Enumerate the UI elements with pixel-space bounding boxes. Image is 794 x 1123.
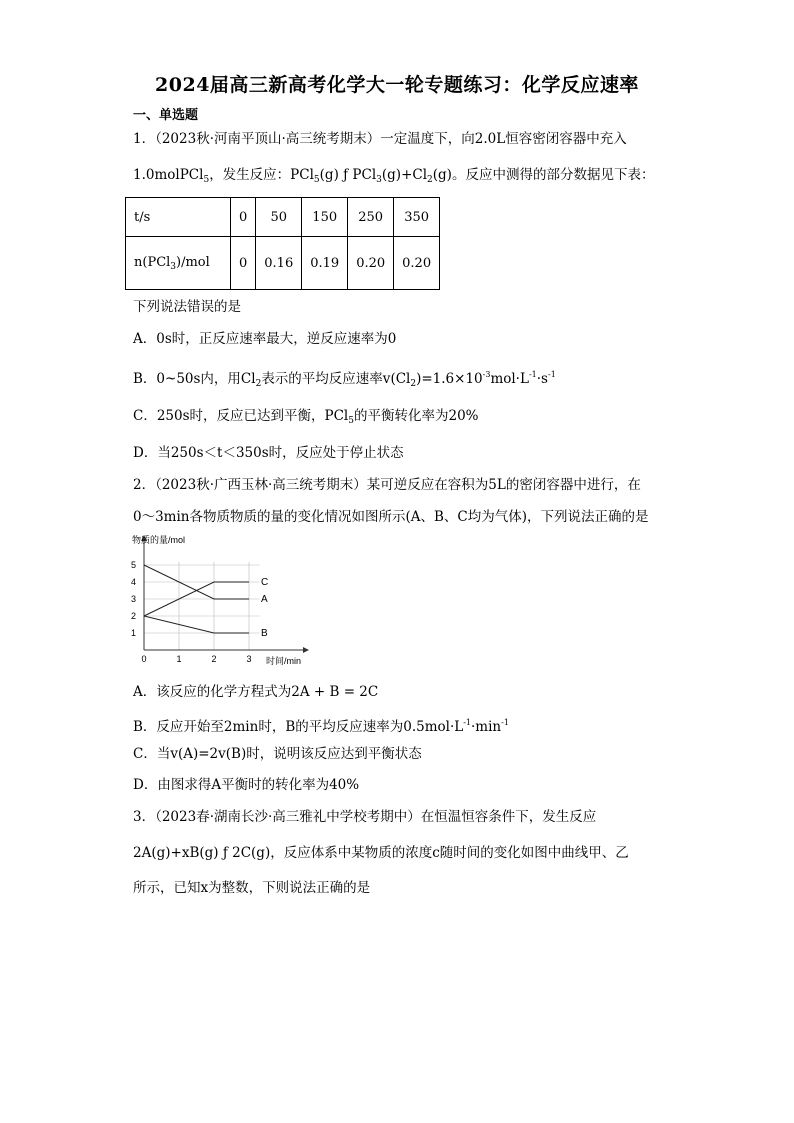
chart-gridlines — [144, 562, 260, 650]
table-cell: 0.16 — [256, 237, 302, 290]
table-row — [126, 237, 440, 290]
y-tick-label: 5 — [130, 560, 136, 570]
table-cell: 0.20 — [348, 237, 394, 290]
table-cell: 50 — [256, 198, 302, 237]
q2-option-a: A．该反应的化学方程式为2A + B = 2C — [133, 684, 379, 700]
table-header-time: t/s — [126, 198, 231, 237]
q2-option-b: B．反应开始至2min时，B的平均反应速率为$0.5mol\cdot L^{-1}\cdot\min^{-1}$ — [133, 718, 509, 735]
q3-stem-line1: 3．（2023春·湖南长沙·高三雅礼中学校考期中）在恒温恒容条件下，发生反应 — [133, 809, 597, 825]
y-tick-label: 2 — [130, 611, 136, 621]
q1-option-d: D．当250s＜t＜350s时，反应处于停止状态 — [133, 445, 404, 461]
y-tick-label: 4 — [130, 577, 136, 587]
y-tick-label: 3 — [130, 594, 136, 604]
q3-stem-line2: 2A(g)+xB(g) ƒ 2C(g)，反应体系中某物质的浓度c随时间的变化如图中曲线甲、乙 — [133, 845, 629, 861]
q2-line-chart — [126, 530, 316, 670]
series-line-B — [144, 616, 249, 633]
page-title: 2024届高三新高考化学大一轮专题练习：化学反应速率 — [155, 74, 639, 96]
table-cell: 0.19 — [302, 237, 348, 290]
table-header-moles: n(PCl$_3$)/mol — [126, 237, 231, 290]
x-axis-label: 时间/min — [266, 656, 302, 666]
x-tick-label: 3 — [246, 654, 252, 664]
q2-option-c: C．当v(A)=2v(B)时，说明该反应达到平衡状态 — [133, 746, 422, 762]
table-cell: 350 — [394, 198, 440, 237]
q1-data-table — [125, 197, 440, 290]
table-cell: 150 — [302, 198, 348, 237]
y-tick-label: 1 — [130, 628, 136, 638]
x-tick-label: 1 — [176, 654, 182, 664]
x-tick-label: 0 — [141, 654, 147, 664]
y-axis-label: 物质的量/mol — [132, 535, 186, 545]
q2-option-d: D．由图求得A平衡时的转化率为40% — [133, 777, 360, 793]
table-row — [126, 198, 440, 237]
q2-stem-line1: 2．（2023秋·广西玉林·高三统考期末）某可逆反应在容积为5L的密闭容器中进行，在 — [133, 477, 641, 493]
q2-stem-line2: 0～3min各物质物质的量的变化情况如图所示(A、B、C均为气体)，下列说法正确的是 — [133, 509, 649, 525]
section-heading: 一、单选题 — [133, 108, 199, 123]
q1-stem-line1: 1．（2023秋·河南平顶山·高三统考期末）一定温度下，向2.0L恒容密闭容器中充入 — [133, 131, 627, 147]
table-cell: 0.20 — [394, 237, 440, 290]
q1-option-c: C．250s时，反应已达到平衡，PCl$_5$的平衡转化率为20% — [133, 408, 479, 426]
q1-question: 下列说法错误的是 — [133, 299, 241, 315]
q1-stem-line2: 1.0molPCl$_5$，发生反应：PCl$_5$(g) ƒ $PCl_3(g)+Cl_2(g)$。反应中测得的部分数据见下表： — [133, 167, 655, 185]
series-label-A: A — [261, 594, 268, 605]
series-label-B: B — [261, 628, 268, 639]
table-cell: 0 — [231, 237, 256, 290]
table-cell: 250 — [348, 198, 394, 237]
q3-stem-line3: 所示，已知x为整数，下则说法正确的是 — [133, 880, 371, 896]
table-cell: 0 — [231, 198, 256, 237]
q1-option-a: A．0s时，正反应速率最大，逆反应速率为0 — [133, 331, 397, 347]
q1-option-b: B．0~50s内，用$Cl_2$表示的平均反应速率$v(Cl_2)=1.6\times 10^{-3}mol\cdot L^{-1}\cdot s^{-1}$ — [133, 370, 556, 389]
x-tick-label: 2 — [211, 654, 217, 664]
series-label-C: C — [261, 577, 269, 588]
